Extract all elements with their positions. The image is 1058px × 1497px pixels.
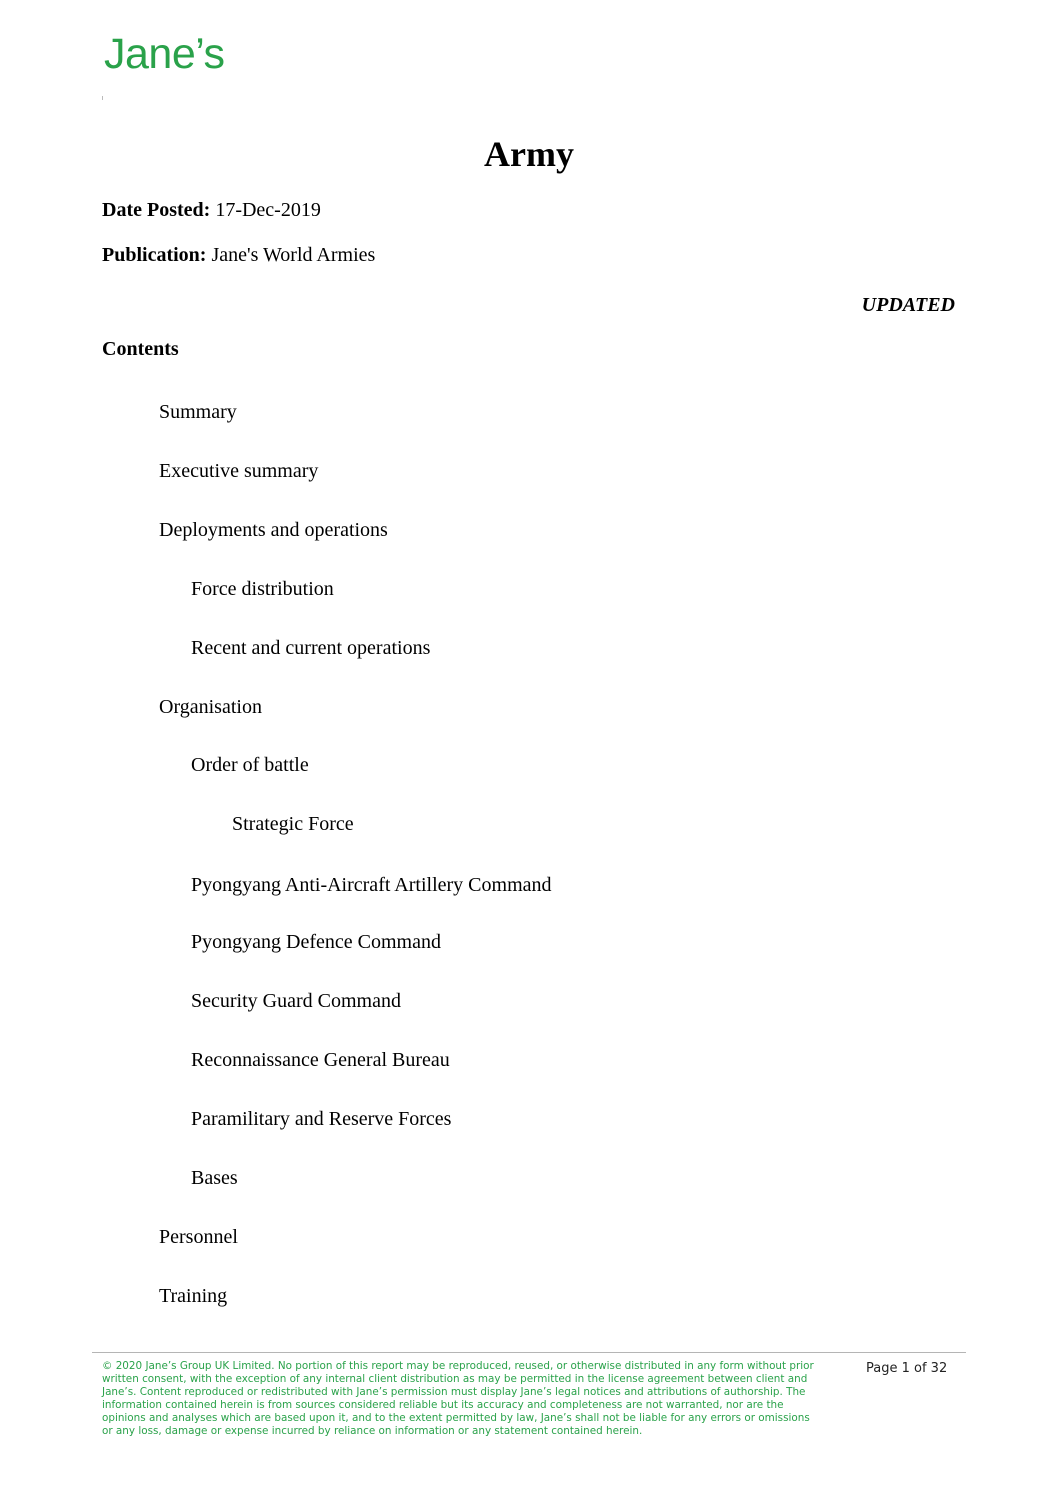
header-mark bbox=[102, 96, 103, 100]
publication-value: Jane's World Armies bbox=[211, 244, 376, 266]
page-number: Page 1 of 32 bbox=[866, 1361, 948, 1376]
toc-item-anti-aircraft-command[interactable]: Pyongyang Anti-Aircraft Artillery Command bbox=[191, 874, 552, 896]
page-title: Army bbox=[484, 134, 574, 174]
janes-logo: Jane’s bbox=[104, 30, 225, 78]
toc-item-order-of-battle[interactable]: Order of battle bbox=[191, 754, 309, 776]
publication bbox=[102, 244, 375, 267]
toc-item-recent-operations[interactable]: Recent and current operations bbox=[191, 637, 431, 659]
status-badge: UPDATED bbox=[861, 294, 955, 316]
footer-divider bbox=[92, 1352, 966, 1353]
date-posted-value: 17-Dec-2019 bbox=[215, 199, 321, 221]
toc-item-force-distribution[interactable]: Force distribution bbox=[191, 578, 334, 600]
toc-item-deployments[interactable]: Deployments and operations bbox=[159, 519, 388, 541]
toc-item-personnel[interactable]: Personnel bbox=[159, 1226, 238, 1248]
contents-heading: Contents bbox=[102, 338, 179, 360]
date-posted bbox=[102, 199, 321, 222]
toc-item-reconnaissance-bureau[interactable]: Reconnaissance General Bureau bbox=[191, 1049, 450, 1071]
date-posted-label: Date Posted: bbox=[102, 199, 211, 221]
toc-item-paramilitary-reserve[interactable]: Paramilitary and Reserve Forces bbox=[191, 1108, 452, 1130]
toc-item-summary[interactable]: Summary bbox=[159, 401, 237, 423]
toc-item-training[interactable]: Training bbox=[159, 1285, 228, 1307]
toc-item-bases[interactable]: Bases bbox=[191, 1167, 238, 1189]
publication-label: Publication: bbox=[102, 244, 207, 266]
footer-copyright: © 2020 Jane’s Group UK Limited. No portion of this report may be reproduced, reused, or otherwise distributed in any form without prior written consent, with the exception of any internal client distribution as may be permitted in the license agreement between client and Jane’s. Content reproduced or redistributed with Jane’s permission must display Jane’s legal notices and attributions of authorship. The information contained herein is from sources considered reliable but its accuracy and completeness are not warranted, nor are the opinions and analyses which are based upon it, and to the extent permitted by law, Jane’s shall not be liable for any errors or omissions or any loss, damage or expense incurred by reliance on information or any statement contained herein. bbox=[102, 1360, 814, 1437]
toc-item-executive-summary[interactable]: Executive summary bbox=[159, 460, 319, 482]
toc-item-defence-command[interactable]: Pyongyang Defence Command bbox=[191, 931, 441, 953]
toc-item-organisation[interactable]: Organisation bbox=[159, 696, 262, 718]
toc-item-strategic-force[interactable]: Strategic Force bbox=[232, 813, 354, 835]
toc-item-security-guard-command[interactable]: Security Guard Command bbox=[191, 990, 401, 1012]
